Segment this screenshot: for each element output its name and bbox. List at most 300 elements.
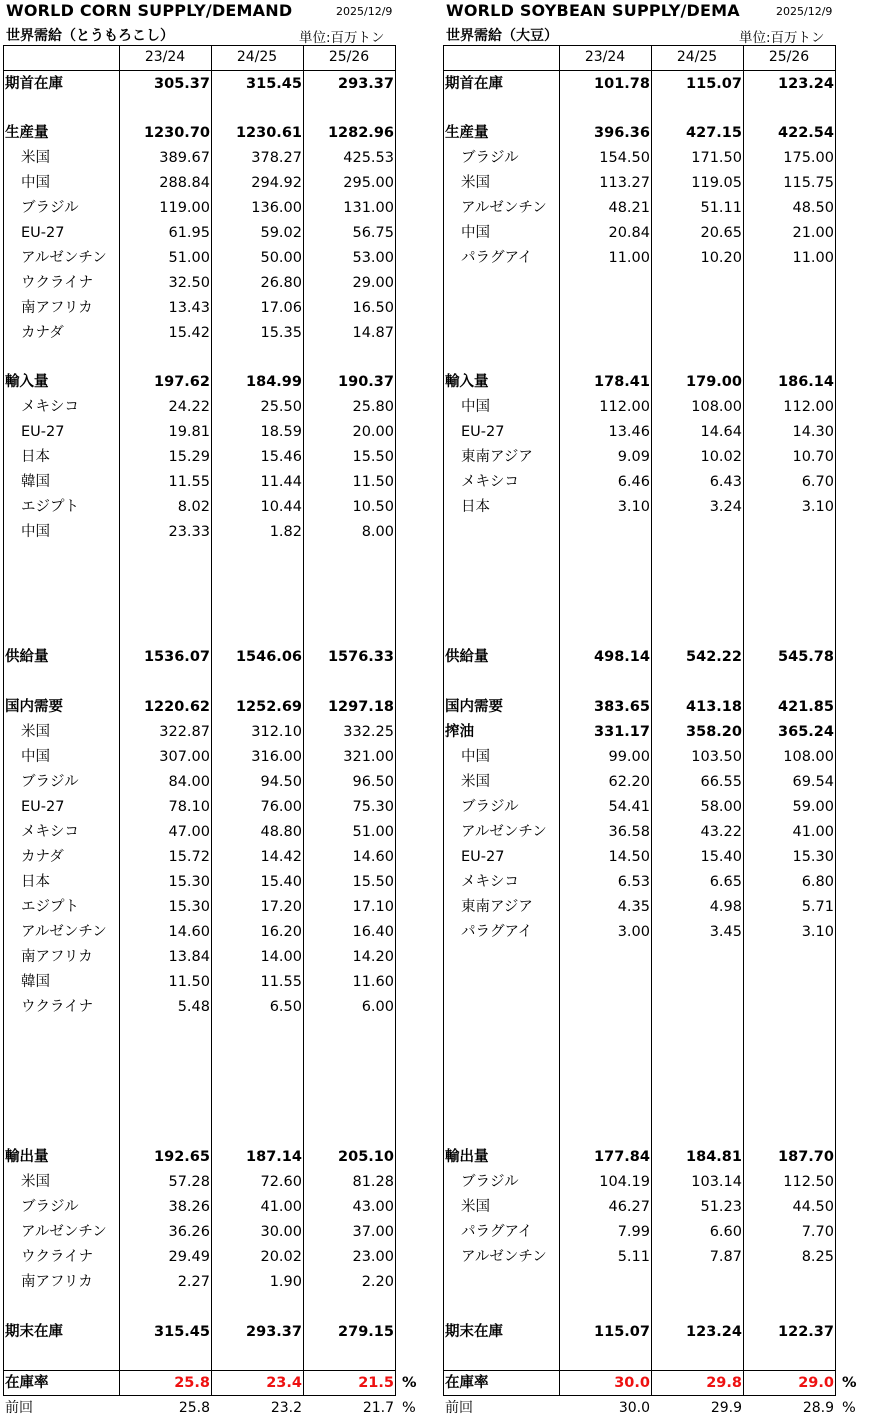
cell-value: 383.65 xyxy=(594,699,650,715)
cell-value: 36.26 xyxy=(168,1224,210,1240)
table-row xyxy=(443,1195,836,1220)
cell-value: 8.00 xyxy=(361,524,394,540)
cell-value: 288.84 xyxy=(159,175,210,191)
table-row xyxy=(443,795,836,820)
stock-ratio-value: 29.0 xyxy=(798,1375,834,1391)
cell-value: 123.24 xyxy=(686,1324,742,1340)
previous-value: 28.9 xyxy=(802,1400,834,1416)
cell-value: 7.99 xyxy=(617,1224,650,1240)
table-row xyxy=(3,1220,396,1245)
cell-value: 11.60 xyxy=(352,974,394,990)
cell-value: 50.00 xyxy=(260,250,302,266)
cell-value: 421.85 xyxy=(778,699,834,715)
cell-value: 38.26 xyxy=(168,1199,210,1215)
row-label: 生産量 xyxy=(5,125,49,141)
cell-value: 6.80 xyxy=(801,874,834,890)
cell-value: 20.84 xyxy=(608,225,650,241)
cell-value: 15.29 xyxy=(168,449,210,465)
cell-value: 13.43 xyxy=(168,300,210,316)
column-header-2: 24/25 xyxy=(676,49,718,65)
row-label: 在庫率 xyxy=(445,1375,489,1391)
cell-value: 13.84 xyxy=(168,949,210,965)
column-header-3: 25/26 xyxy=(768,49,810,65)
cell-value: 305.37 xyxy=(154,76,210,92)
table-row xyxy=(443,370,836,395)
column-header-3: 25/26 xyxy=(328,49,370,65)
cell-value: 315.45 xyxy=(154,1324,210,1340)
cell-value: 1536.07 xyxy=(143,649,210,665)
cell-value: 2.27 xyxy=(177,1274,210,1290)
cell-value: 122.37 xyxy=(778,1324,834,1340)
cell-value: 279.15 xyxy=(338,1324,394,1340)
cell-value: 115.75 xyxy=(783,175,834,191)
cell-value: 10.50 xyxy=(352,499,394,515)
corn-unit: 単位:百万トン xyxy=(299,30,385,46)
cell-value: 3.10 xyxy=(801,924,834,940)
soybean-previous-row xyxy=(443,1396,856,1421)
row-label: 日本 xyxy=(21,874,50,890)
table-row xyxy=(3,196,396,221)
table-row xyxy=(443,745,836,770)
corn-previous-row xyxy=(3,1396,416,1421)
soybean-unit: 単位:百万トン xyxy=(739,30,825,46)
cell-value: 20.65 xyxy=(700,225,742,241)
table-row xyxy=(443,495,836,520)
row-label: 米国 xyxy=(461,1199,490,1215)
row-label: EU-27 xyxy=(461,849,505,865)
row-label: 日本 xyxy=(21,449,50,465)
column-header-2: 24/25 xyxy=(236,49,278,65)
cell-value: 103.14 xyxy=(691,1174,742,1190)
cell-value: 15.40 xyxy=(260,874,302,890)
row-label: 東南アジア xyxy=(461,449,533,465)
header-divider xyxy=(3,70,396,71)
row-label: 期末在庫 xyxy=(5,1324,63,1340)
table-row xyxy=(3,920,396,945)
cell-value: 112.50 xyxy=(783,1174,834,1190)
table-row xyxy=(3,795,396,820)
cell-value: 15.50 xyxy=(352,449,394,465)
cell-value: 51.00 xyxy=(168,250,210,266)
row-label: ブラジル xyxy=(21,1199,79,1215)
cell-value: 15.40 xyxy=(700,849,742,865)
table-row xyxy=(3,1320,396,1345)
cell-value: 119.05 xyxy=(691,175,742,191)
row-label: ウクライナ xyxy=(21,999,94,1015)
cell-value: 312.10 xyxy=(251,724,302,740)
percent-unit: % xyxy=(402,1375,417,1391)
cell-value: 66.55 xyxy=(700,774,742,790)
cell-value: 1220.62 xyxy=(143,699,210,715)
table-row xyxy=(3,395,396,420)
table-row xyxy=(3,1270,396,1295)
table-row xyxy=(443,770,836,795)
table-row xyxy=(443,1220,836,1245)
cell-value: 1.90 xyxy=(269,1274,302,1290)
cell-value: 23.33 xyxy=(168,524,210,540)
cell-value: 108.00 xyxy=(783,749,834,765)
cell-value: 14.42 xyxy=(260,849,302,865)
cell-value: 84.00 xyxy=(168,774,210,790)
cell-value: 58.00 xyxy=(700,799,742,815)
previous-value: 25.8 xyxy=(178,1400,210,1416)
row-label: 期末在庫 xyxy=(445,1324,503,1340)
cell-value: 6.50 xyxy=(269,999,302,1015)
cell-value: 14.00 xyxy=(260,949,302,965)
table-row xyxy=(443,221,836,246)
table-row xyxy=(443,420,836,445)
table-row xyxy=(3,121,396,146)
table-row xyxy=(3,420,396,445)
cell-value: 1.82 xyxy=(269,524,302,540)
cell-value: 56.75 xyxy=(352,225,394,241)
row-label: カナダ xyxy=(21,325,64,341)
cell-value: 184.81 xyxy=(686,1149,742,1165)
row-label: 輸入量 xyxy=(445,374,489,390)
row-label: 輸出量 xyxy=(445,1149,489,1165)
cell-value: 14.87 xyxy=(352,325,394,341)
row-label: 中国 xyxy=(21,749,50,765)
table-row xyxy=(443,895,836,920)
cell-value: 11.55 xyxy=(260,974,302,990)
row-label: アルゼンチン xyxy=(21,250,107,266)
cell-value: 48.80 xyxy=(260,824,302,840)
cell-value: 51.00 xyxy=(352,824,394,840)
cell-value: 13.46 xyxy=(608,424,650,440)
cell-value: 37.00 xyxy=(352,1224,394,1240)
row-label: 米国 xyxy=(461,175,490,191)
cell-value: 184.99 xyxy=(246,374,302,390)
row-label: 搾油 xyxy=(445,724,474,740)
row-label: アルゼンチン xyxy=(21,1224,107,1240)
row-label: 韓国 xyxy=(21,974,50,990)
cell-value: 1576.33 xyxy=(327,649,394,665)
cell-value: 178.41 xyxy=(594,374,650,390)
table-row xyxy=(3,1145,396,1170)
row-label: ウクライナ xyxy=(21,275,94,291)
cell-value: 23.00 xyxy=(352,1249,394,1265)
cell-value: 1230.61 xyxy=(235,125,302,141)
table-row xyxy=(443,920,836,945)
row-label: アルゼンチン xyxy=(21,924,107,940)
row-label: 米国 xyxy=(21,150,50,166)
cell-value: 192.65 xyxy=(154,1149,210,1165)
cell-value: 177.84 xyxy=(594,1149,650,1165)
cell-value: 112.00 xyxy=(783,399,834,415)
cell-value: 378.27 xyxy=(251,150,302,166)
corn-date: 2025/12/9 xyxy=(336,5,393,18)
stock-ratio-value: 23.4 xyxy=(266,1375,302,1391)
row-label: メキシコ xyxy=(21,399,79,415)
cell-value: 365.24 xyxy=(778,724,834,740)
cell-value: 25.80 xyxy=(352,399,394,415)
cell-value: 20.00 xyxy=(352,424,394,440)
cell-value: 8.25 xyxy=(801,1249,834,1265)
cell-value: 112.00 xyxy=(599,399,650,415)
cell-value: 3.45 xyxy=(709,924,742,940)
cell-value: 75.30 xyxy=(352,799,394,815)
table-row xyxy=(443,445,836,470)
cell-value: 190.37 xyxy=(338,374,394,390)
corn-stock-ratio-row xyxy=(3,1371,417,1396)
table-row xyxy=(3,470,396,495)
cell-value: 14.64 xyxy=(700,424,742,440)
table-row xyxy=(443,1320,836,1345)
cell-value: 36.58 xyxy=(608,824,650,840)
cell-value: 54.41 xyxy=(608,799,650,815)
table-row xyxy=(3,321,396,346)
cell-value: 6.00 xyxy=(361,999,394,1015)
cell-value: 4.98 xyxy=(709,899,742,915)
row-label: 南アフリカ xyxy=(21,1274,93,1290)
cell-value: 119.00 xyxy=(159,200,210,216)
cell-value: 9.09 xyxy=(617,449,650,465)
row-label: ブラジル xyxy=(21,200,79,216)
cell-value: 293.37 xyxy=(246,1324,302,1340)
table-row xyxy=(443,645,836,670)
cell-value: 59.02 xyxy=(260,225,302,241)
table-row xyxy=(3,221,396,246)
cell-value: 5.11 xyxy=(617,1249,650,1265)
cell-value: 358.20 xyxy=(686,724,742,740)
cell-value: 17.10 xyxy=(352,899,394,915)
cell-value: 3.10 xyxy=(617,499,650,515)
row-label: EU-27 xyxy=(21,424,65,440)
cell-value: 47.00 xyxy=(168,824,210,840)
table-row xyxy=(443,695,836,720)
cell-value: 1252.69 xyxy=(235,699,302,715)
cell-value: 8.02 xyxy=(177,499,210,515)
table-row xyxy=(3,770,396,795)
cell-value: 389.67 xyxy=(159,150,210,166)
row-label: ブラジル xyxy=(21,774,79,790)
cell-value: 5.48 xyxy=(177,999,210,1015)
table-row xyxy=(3,695,396,720)
cell-value: 3.24 xyxy=(709,499,742,515)
cell-value: 115.07 xyxy=(594,1324,650,1340)
row-label: 南アフリカ xyxy=(21,300,93,316)
cell-value: 11.50 xyxy=(168,974,210,990)
soybean-title: WORLD SOYBEAN SUPPLY/DEMA xyxy=(446,1,740,20)
row-label: 中国 xyxy=(21,524,50,540)
cell-value: 6.53 xyxy=(617,874,650,890)
cell-value: 131.00 xyxy=(343,200,394,216)
table-row xyxy=(443,1145,836,1170)
row-label: ウクライナ xyxy=(21,1249,94,1265)
cell-value: 171.50 xyxy=(691,150,742,166)
cell-value: 545.78 xyxy=(778,649,834,665)
row-label: 中国 xyxy=(21,175,50,191)
table-row xyxy=(443,1170,836,1195)
row-label: エジプト xyxy=(21,499,79,515)
previous-value: 23.2 xyxy=(270,1400,302,1416)
cell-value: 197.62 xyxy=(154,374,210,390)
row-label: アルゼンチン xyxy=(461,824,547,840)
row-label: メキシコ xyxy=(461,874,519,890)
table-row xyxy=(3,745,396,770)
cell-value: 11.44 xyxy=(260,474,302,490)
stock-ratio-value: 21.5 xyxy=(358,1375,394,1391)
stock-ratio-value: 29.8 xyxy=(706,1375,742,1391)
cell-value: 15.46 xyxy=(260,449,302,465)
table-row xyxy=(443,870,836,895)
cell-value: 427.15 xyxy=(686,125,742,141)
cell-value: 99.00 xyxy=(608,749,650,765)
cell-value: 41.00 xyxy=(792,824,834,840)
cell-value: 315.45 xyxy=(246,76,302,92)
cell-value: 7.70 xyxy=(801,1224,834,1240)
soybean-stock-ratio-row xyxy=(443,1371,857,1396)
cell-value: 1282.96 xyxy=(327,125,394,141)
table-row xyxy=(3,845,396,870)
cell-value: 59.00 xyxy=(792,799,834,815)
cell-value: 1230.70 xyxy=(143,125,210,141)
cell-value: 6.43 xyxy=(709,474,742,490)
table-row xyxy=(3,246,396,271)
column-header-1: 23/24 xyxy=(584,49,626,65)
row-label: 供給量 xyxy=(5,649,49,665)
cell-value: 11.55 xyxy=(168,474,210,490)
cell-value: 14.60 xyxy=(352,849,394,865)
cell-value: 81.28 xyxy=(352,1174,394,1190)
cell-value: 5.71 xyxy=(801,899,834,915)
cell-value: 331.17 xyxy=(594,724,650,740)
previous-value: 30.0 xyxy=(618,1400,650,1416)
row-label: 日本 xyxy=(461,499,490,515)
row-label: ブラジル xyxy=(461,1174,519,1190)
cell-value: 17.20 xyxy=(260,899,302,915)
cell-value: 26.80 xyxy=(260,275,302,291)
table-row xyxy=(443,196,836,221)
cell-value: 6.65 xyxy=(709,874,742,890)
cell-value: 46.27 xyxy=(608,1199,650,1215)
cell-value: 29.49 xyxy=(168,1249,210,1265)
row-label: 国内需要 xyxy=(445,699,503,715)
table-row xyxy=(3,820,396,845)
row-label: 在庫率 xyxy=(5,1375,49,1391)
table-row xyxy=(3,945,396,970)
row-label: 中国 xyxy=(461,225,490,241)
row-label: パラグアイ xyxy=(461,1224,533,1240)
cell-value: 3.10 xyxy=(801,499,834,515)
cell-value: 1546.06 xyxy=(235,649,302,665)
cell-value: 332.25 xyxy=(343,724,394,740)
cell-value: 44.50 xyxy=(792,1199,834,1215)
table-row xyxy=(443,470,836,495)
cell-value: 14.50 xyxy=(608,849,650,865)
row-label: アルゼンチン xyxy=(461,1249,547,1265)
table-row xyxy=(3,171,396,196)
cell-value: 24.22 xyxy=(168,399,210,415)
cell-value: 425.53 xyxy=(343,150,394,166)
soybean-subtitle: 世界需給（大豆） xyxy=(446,28,558,44)
row-label: 供給量 xyxy=(445,649,489,665)
cell-value: 72.60 xyxy=(260,1174,302,1190)
column-header-1: 23/24 xyxy=(144,49,186,65)
row-label: 南アフリカ xyxy=(21,949,93,965)
table-row xyxy=(3,995,396,1020)
table-row xyxy=(3,271,396,296)
table-row xyxy=(443,1245,836,1270)
cell-value: 10.44 xyxy=(260,499,302,515)
row-label: ブラジル xyxy=(461,150,519,166)
table-row xyxy=(3,445,396,470)
table-row xyxy=(3,495,396,520)
table-row xyxy=(443,845,836,870)
cell-value: 20.02 xyxy=(260,1249,302,1265)
cell-value: 175.00 xyxy=(783,150,834,166)
cell-value: 294.92 xyxy=(251,175,302,191)
cell-value: 94.50 xyxy=(260,774,302,790)
row-label: 韓国 xyxy=(21,474,50,490)
cell-value: 322.87 xyxy=(159,724,210,740)
percent-unit: % xyxy=(842,1375,857,1391)
row-label: アルゼンチン xyxy=(461,200,547,216)
row-label: メキシコ xyxy=(461,474,519,490)
cell-value: 15.30 xyxy=(168,899,210,915)
cell-value: 3.00 xyxy=(617,924,650,940)
cell-value: 78.10 xyxy=(168,799,210,815)
cell-value: 205.10 xyxy=(338,1149,394,1165)
cell-value: 32.50 xyxy=(168,275,210,291)
cell-value: 316.00 xyxy=(251,749,302,765)
cell-value: 10.20 xyxy=(700,250,742,266)
cell-value: 6.46 xyxy=(617,474,650,490)
table-row xyxy=(443,820,836,845)
cell-value: 11.00 xyxy=(792,250,834,266)
cell-value: 396.36 xyxy=(594,125,650,141)
cell-value: 10.02 xyxy=(700,449,742,465)
row-label: 米国 xyxy=(21,724,50,740)
cell-value: 19.81 xyxy=(168,424,210,440)
table-row xyxy=(3,1170,396,1195)
stock-ratio-value: 30.0 xyxy=(614,1375,650,1391)
cell-value: 51.11 xyxy=(700,200,742,216)
table-row xyxy=(443,72,836,97)
table-row xyxy=(3,72,396,97)
cell-value: 187.70 xyxy=(778,1149,834,1165)
cell-value: 18.59 xyxy=(260,424,302,440)
row-label: 前回 xyxy=(5,1400,33,1416)
cell-value: 41.00 xyxy=(260,1199,302,1215)
percent-unit: % xyxy=(842,1400,856,1416)
table-row xyxy=(3,895,396,920)
cell-value: 186.14 xyxy=(778,374,834,390)
table-row xyxy=(3,970,396,995)
cell-value: 69.54 xyxy=(792,774,834,790)
cell-value: 136.00 xyxy=(251,200,302,216)
stock-ratio-value: 25.8 xyxy=(174,1375,210,1391)
table-row xyxy=(3,720,396,745)
table-row xyxy=(3,520,396,545)
table-row xyxy=(3,1195,396,1220)
cell-value: 498.14 xyxy=(594,649,650,665)
row-label: 輸出量 xyxy=(5,1149,49,1165)
row-label: 中国 xyxy=(461,399,490,415)
cell-value: 29.00 xyxy=(352,275,394,291)
row-label: 前回 xyxy=(445,1400,473,1416)
cell-value: 187.14 xyxy=(246,1149,302,1165)
cell-value: 30.00 xyxy=(260,1224,302,1240)
row-label: EU-27 xyxy=(21,225,65,241)
cell-value: 179.00 xyxy=(686,374,742,390)
cell-value: 11.50 xyxy=(352,474,394,490)
cell-value: 96.50 xyxy=(352,774,394,790)
cell-value: 422.54 xyxy=(778,125,834,141)
table-row xyxy=(443,146,836,171)
row-label: 米国 xyxy=(461,774,490,790)
cell-value: 21.00 xyxy=(792,225,834,241)
